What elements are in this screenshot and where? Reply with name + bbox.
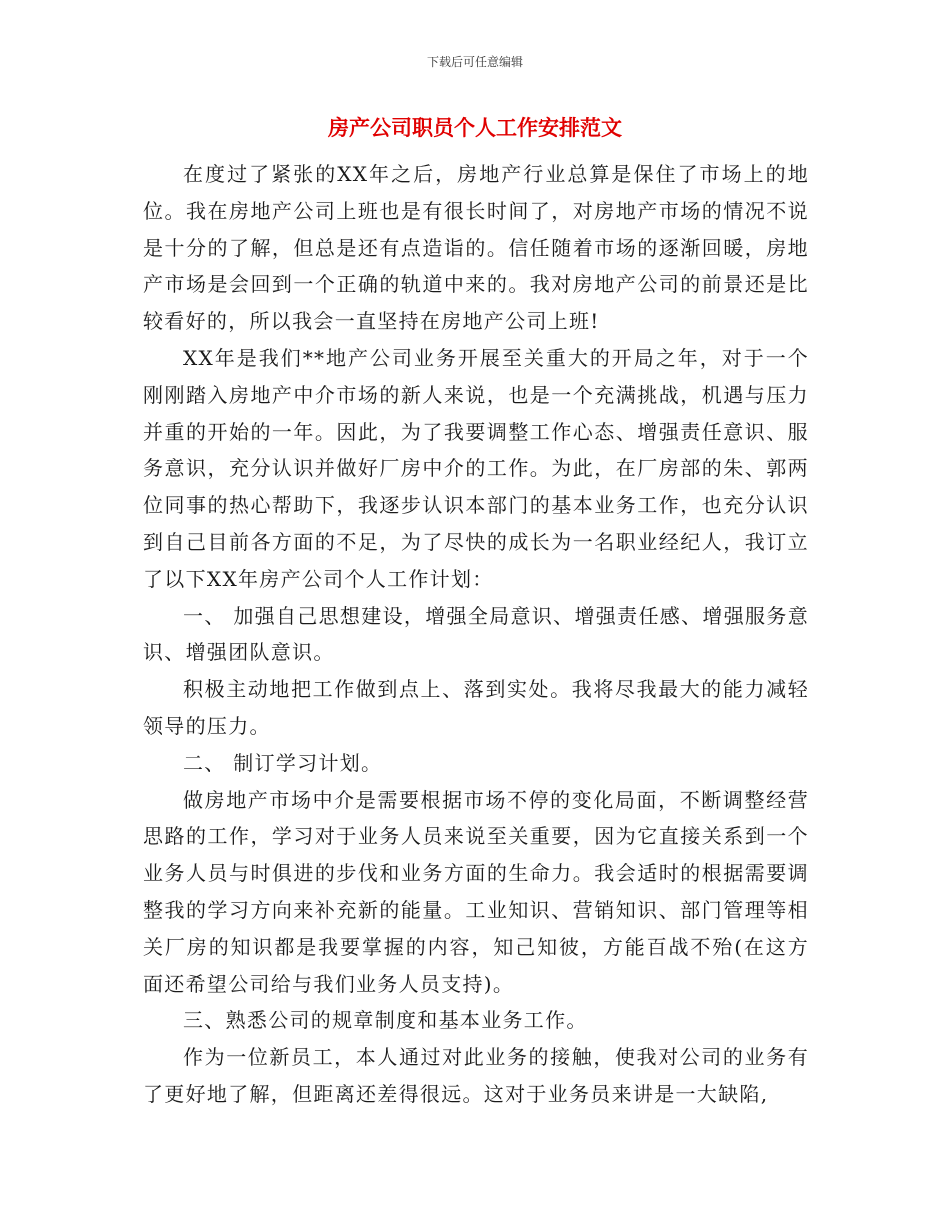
paragraph-item-three: 三、熟悉公司的规章制度和基本业务工作。 (183, 1008, 588, 1033)
header-note: 下载后可任意编辑 (426, 55, 523, 69)
paragraph-item-two: 二、 制订学习计划。 (183, 750, 383, 775)
paragraph-item-one: 一、 加强自己思想建设，增强全局意识、增强责任感、增强服务意识、增强团队意识。 (143, 603, 809, 665)
paragraph-yearly-plan: XX年是我们**地产公司业务开展至关重大的开局之年，对于一个刚刚踏入房地产中介市场的新人来说，也是一个充满挑战，机遇与压力并重的开始的一年。因此，为了我要调整工作心态、增强责任意识、服务意识，充分认识并做好厂房中介的工作。为此，在厂房部的朱、郭两位同事的热心帮助下，我逐步认识本部门的基本业务工作，也充分认识到自己目前各方面的不足，为了尽快的成长为一名职业经纪人，我订立了以下XX年房产公司个人工作计划： (143, 345, 809, 591)
document-title: 房产公司职员个人工作安排范文 (328, 116, 622, 140)
paragraph-item-one-detail: 积极主动地把工作做到点上、落到实处。我将尽我最大的能力减轻领导的压力。 (143, 677, 809, 738)
paragraph-item-two-detail: 做房地产市场中介是需要根据市场不停的变化局面，不断调整经营思路的工作，学习对于业务人员来说至关重要，因为它直接关系到一个业务人员与时俱进的步伐和业务方面的生命力。我会适时的根据需要调整我的学习方向来补充新的能量。工业知识、营销知识、部门管理等相关厂房的知识都是我要掌握的内容，知己知彼，方能百战不殆(在这方面还希望公司给与我们业务人员支持)。 (143, 787, 809, 996)
document-body (143, 156, 809, 1113)
paragraph-item-three-detail: 作为一位新员工，本人通过对此业务的接触，使我对公司的业务有了更好地了解，但距离还差得很远。这对于业务员来讲是一大缺陷, (143, 1045, 809, 1106)
paragraph-intro: 在度过了紧张的XX年之后，房地产行业总算是保住了市场上的地位。我在房地产公司上班也是有很长时间了，对房地产市场的情况不说是十分的了解，但总是还有点造诣的。信任随着市场的逐渐回暖，房地产市场是会回到一个正确的轨道中来的。我对房地产公司的前景还是比较看好的，所以我会一直坚持在房地产公司上班! (143, 162, 809, 334)
